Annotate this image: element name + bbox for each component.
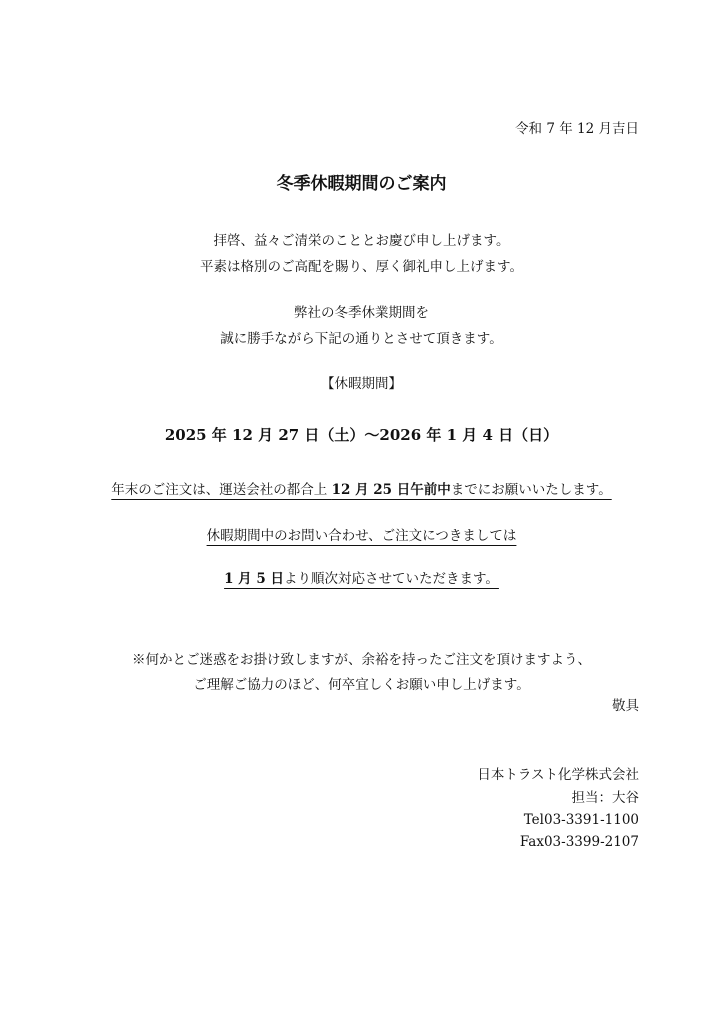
closing-keigu: 敬具 xyxy=(612,698,639,714)
order-deadline-before: 年末のご注文は、運送会社の都合上 xyxy=(111,482,332,498)
order-deadline-after: までにお願いいたします。 xyxy=(450,482,612,498)
resume-date: 1 月 5 日 xyxy=(224,571,284,587)
greeting-line-2: 平素は格別のご高配を賜り、厚く御礼申し上げます。 xyxy=(200,259,523,275)
document-date: 令和 7 年 12 月吉日 xyxy=(515,121,639,137)
notice-resume xyxy=(0,569,723,589)
closing-line-2: ご理解ご協力のほど、何卒宜しくお願い申し上げます。 xyxy=(193,677,530,693)
closing-line-1: ※何かとご迷惑をお掛け致しますが、余裕を持ったご注文を頂けますよう、 xyxy=(132,652,591,668)
resume-after: より順次対応させていただきます。 xyxy=(283,571,499,587)
signature-company: 日本トラスト化学株式会社 xyxy=(477,767,639,783)
period-label: 【休暇期間】 xyxy=(321,376,402,392)
inquiries-text: 休暇期間中のお問い合わせ、ご注文につきましては xyxy=(206,528,517,544)
order-deadline-text xyxy=(111,482,611,498)
resume-text xyxy=(224,571,499,587)
signature-tel: Tel03-3391-1100 xyxy=(523,812,639,828)
intro-line-2: 誠に勝手ながら下記の通りとさせて頂きます。 xyxy=(220,331,503,347)
signature-contact: 担当：大谷 xyxy=(571,790,639,806)
signature-fax: Fax03-3399-2107 xyxy=(519,834,639,850)
greeting-line-1: 拝啓、益々ご清栄のこととお慶び申し上げます。 xyxy=(213,233,510,249)
notice-order-deadline xyxy=(0,480,723,500)
intro-line-1: 弊社の冬季休業期間を xyxy=(294,305,429,321)
holiday-period: 2025 年 12 月 27 日（土）～2026 年 1 月 4 日（日） xyxy=(164,426,559,444)
order-deadline-date: 12 月 25 日午前中 xyxy=(331,482,451,498)
document-title: 冬季休暇期間のご案内 xyxy=(276,174,447,194)
notice-inquiries xyxy=(0,526,723,546)
